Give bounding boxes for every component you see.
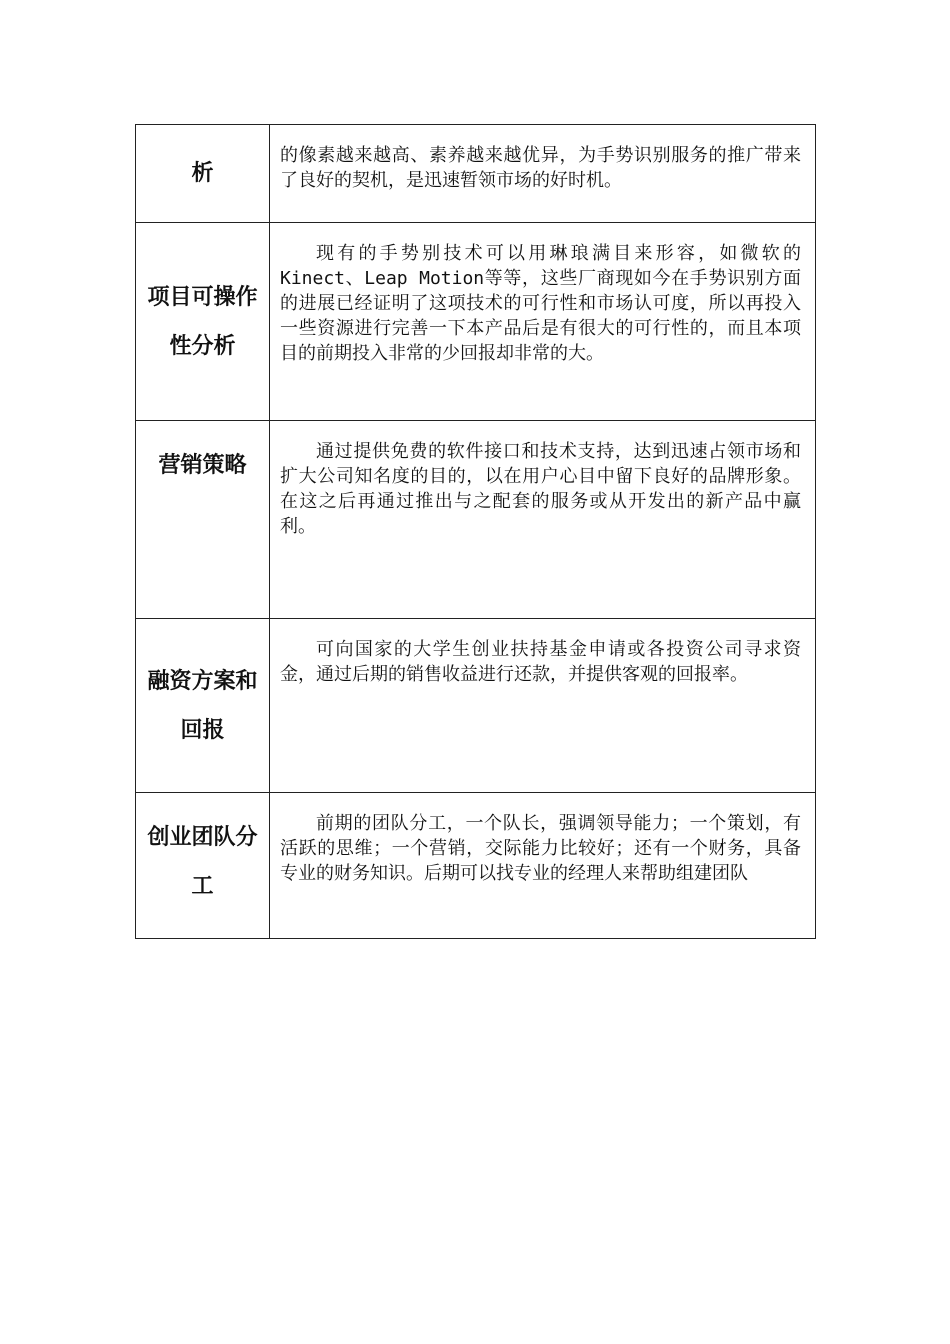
row-label: 营销策略 xyxy=(136,421,270,619)
table-row xyxy=(136,125,816,223)
table-row xyxy=(136,421,816,619)
row-content: 的像素越来越高、素养越来越优异，为手势识别服务的推广带来了良好的契机，是迅速暂领市场的好时机。 xyxy=(270,125,816,223)
row-content: 可向国家的大学生创业扶持基金申请或各投资公司寻求资金，通过后期的销售收益进行还款，并提供客观的回报率。 xyxy=(270,619,816,793)
table-row xyxy=(136,793,816,939)
table-row xyxy=(136,223,816,421)
row-content: 现有的手势别技术可以用琳琅满目来形容，如微软的Kinect、Leap Motion等等，这些厂商现如今在手势识别方面的进展已经证明了这项技术的可行性和市场认可度，所以再投入一些资源进行完善一下本产品后是有很大的可行性的，而且本项目的前期投入非常的少回报却非常的大。 xyxy=(270,223,816,421)
row-content: 前期的团队分工，一个队长，强调领导能力；一个策划，有活跃的思维；一个营销，交际能力比较好；还有一个财务，具备专业的财务知识。后期可以找专业的经理人来帮助组建团队 xyxy=(270,793,816,939)
row-label: 析 xyxy=(136,125,270,223)
row-label: 融资方案和回报 xyxy=(136,619,270,793)
row-label: 创业团队分工 xyxy=(136,793,270,939)
row-content: 通过提供免费的软件接口和技术支持，达到迅速占领市场和扩大公司知名度的目的，以在用户心目中留下良好的品牌形象。在这之后再通过推出与之配套的服务或从开发出的新产品中赢利。 xyxy=(270,421,816,619)
row-label: 项目可操作性分析 xyxy=(136,223,270,421)
table-row xyxy=(136,619,816,793)
plan-table xyxy=(135,124,816,939)
